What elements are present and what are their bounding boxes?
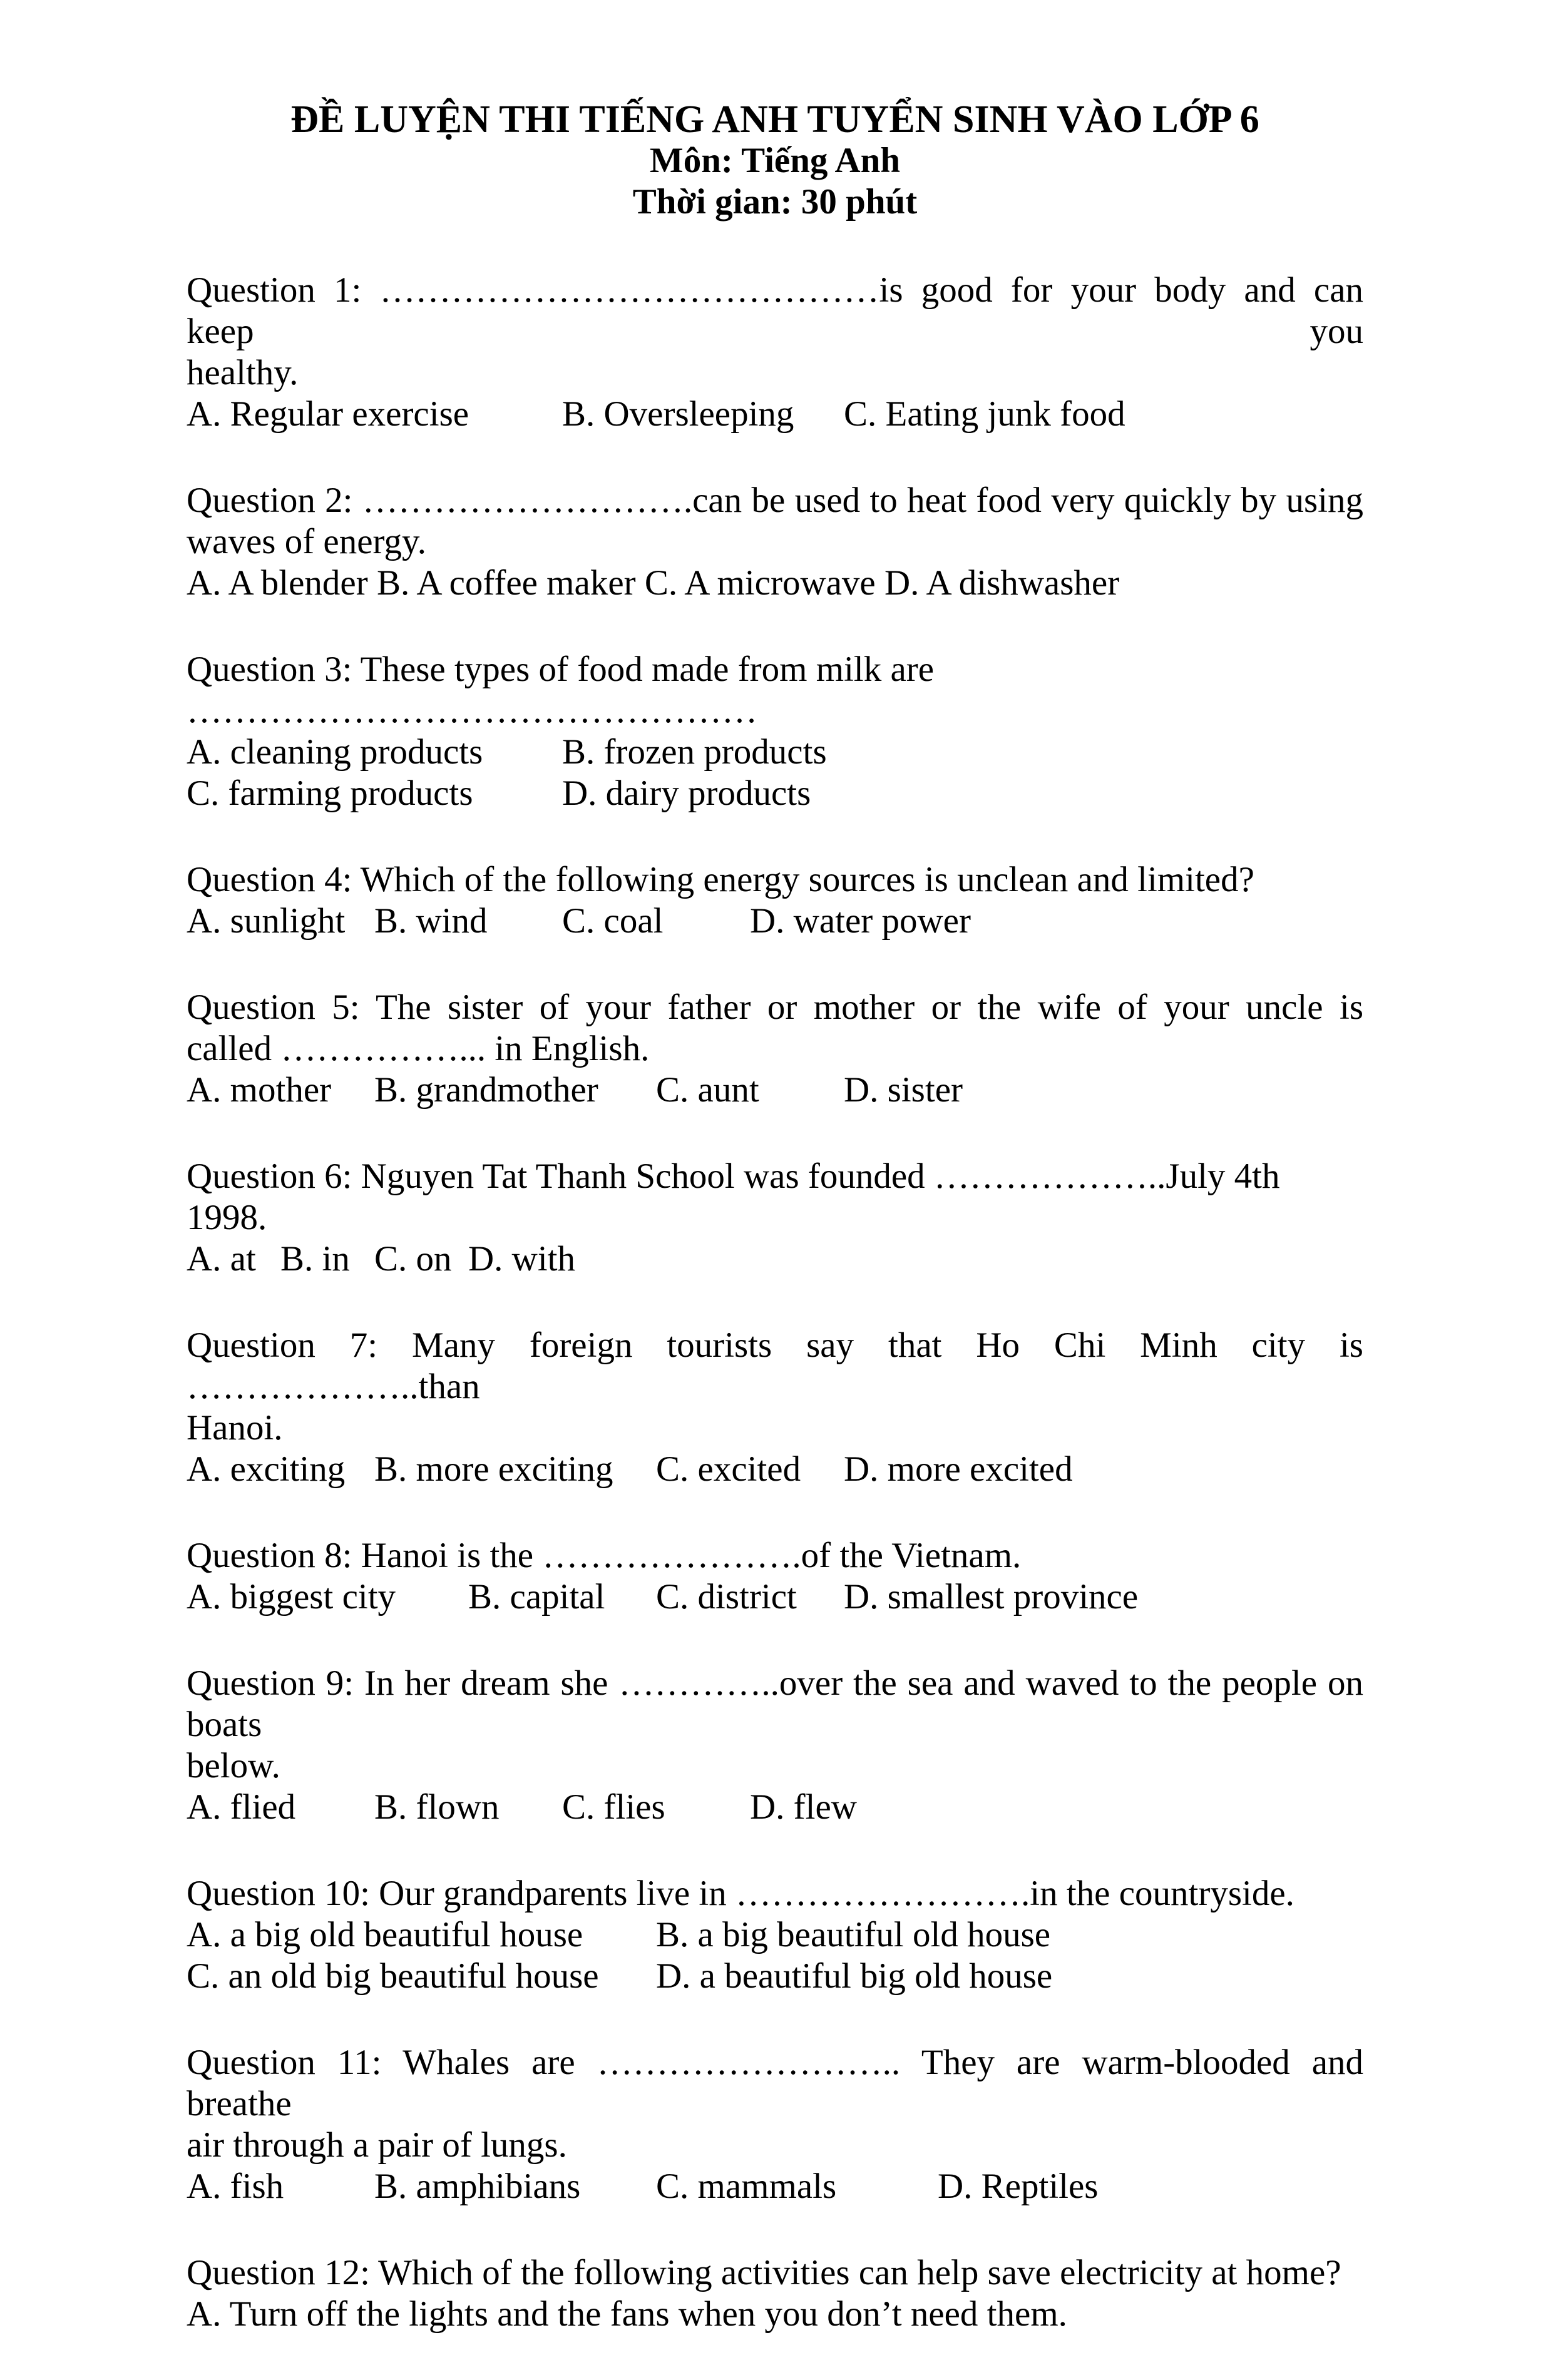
option-item: B. wind xyxy=(374,901,488,941)
question-stem-line: Question 9: In her dream she …………..over the sea and waved to the people on boats xyxy=(187,1663,1363,1744)
option-item: C. farming products xyxy=(187,774,473,813)
option-item: D. more excited xyxy=(844,1449,1073,1489)
option-item: B. more exciting xyxy=(374,1449,613,1489)
option-item: B. capital xyxy=(468,1577,605,1616)
question-stem-line: called ……………... in English. xyxy=(187,1029,650,1068)
option-row xyxy=(187,1914,1363,1956)
option-row xyxy=(187,1070,1363,1111)
option-row xyxy=(187,1449,1363,1490)
option-item: C. excited xyxy=(656,1449,801,1489)
option-item: A. cleaning products xyxy=(187,732,483,772)
question-stem-line: Question 7: Many foreign tourists say that Ho Chi Minh city is ………………..than xyxy=(187,1325,1363,1406)
question-7 xyxy=(187,1325,1363,1490)
option-item: C. Eating junk food xyxy=(844,394,1125,434)
question-3 xyxy=(187,649,1363,814)
option-item: B. Oversleeping xyxy=(562,394,794,434)
question-stem-line: waves of energy. xyxy=(187,522,427,561)
option-item: A. Regular exercise xyxy=(187,394,469,434)
question-stem-line: Question 2: ……………………….can be used to heat food very quickly by using xyxy=(187,481,1363,520)
question-stem-line: Question 11: Whales are …………………….. They are warm-blooded and breathe xyxy=(187,2043,1363,2123)
question-stem-line: Question 8: Hanoi is the ………………….of the Vietnam. xyxy=(187,1536,1022,1575)
exam-subject: Môn: Tiếng Anh xyxy=(649,141,901,180)
option-item: A. at xyxy=(187,1239,256,1279)
question-stem-line: Question 6: Nguyen Tat Thanh School was founded ………………..July 4th 1998. xyxy=(187,1157,1280,1237)
option-row xyxy=(187,2294,1363,2335)
question-stem-line: below. xyxy=(187,1746,280,1785)
option-item: A. exciting xyxy=(187,1449,346,1489)
option-item: D. Reptiles xyxy=(938,2167,1099,2206)
question-stem-line: Question 1: ……………………………………is good for your body and can keep you xyxy=(187,270,1363,351)
option-item: C. an old big beautiful house xyxy=(187,1956,599,1996)
option-item: A. sunlight xyxy=(187,901,346,941)
option-item: A. fish xyxy=(187,2167,284,2206)
option-row xyxy=(187,563,1363,604)
question-9 xyxy=(187,1663,1363,1828)
question-stem-line: Question 3: These types of food made from milk are ………………………………………… xyxy=(187,650,935,730)
question-stem-line: Question 4: Which of the following energy sources is unclean and limited? xyxy=(187,860,1254,899)
option-item: B. flown xyxy=(374,1787,500,1827)
option-item: C. mammals xyxy=(656,2167,837,2206)
option-row xyxy=(187,2166,1363,2207)
option-row xyxy=(187,1576,1363,1618)
option-item: D. flew xyxy=(750,1787,857,1827)
option-item: B. frozen products xyxy=(562,732,827,772)
option-item: C. district xyxy=(656,1577,797,1616)
option-row xyxy=(187,901,1363,942)
option-item: A. A blender B. A coffee maker C. A microwave D. A dishwasher xyxy=(187,563,1120,603)
option-item: C. flies xyxy=(562,1787,665,1827)
question-5 xyxy=(187,987,1363,1111)
exam-duration: Thời gian: 30 phút xyxy=(632,182,918,222)
option-item: D. dairy products xyxy=(562,774,811,813)
option-item: D. with xyxy=(468,1239,575,1279)
question-stem-line: Question 10: Our grandparents live in …………………….in the countryside. xyxy=(187,1874,1294,1913)
option-item: D. water power xyxy=(750,901,971,941)
question-4 xyxy=(187,859,1363,942)
option-item: C. aunt xyxy=(656,1070,759,1110)
option-item: C. on xyxy=(374,1239,452,1279)
option-row xyxy=(187,1787,1363,1828)
exam-title: ĐỀ LUYỆN THI TIẾNG ANH TUYỂN SINH VÀO LỚP 6 xyxy=(290,98,1259,141)
option-item: B. a big beautiful old house xyxy=(656,1915,1051,1954)
option-item: D. smallest province xyxy=(844,1577,1139,1616)
option-item: A. biggest city xyxy=(187,1577,396,1616)
question-11 xyxy=(187,2042,1363,2207)
option-item: A. flied xyxy=(187,1787,296,1827)
document-header xyxy=(187,99,1363,223)
question-6 xyxy=(187,1156,1363,1280)
question-stem-line: healthy. xyxy=(187,353,299,392)
document-content xyxy=(187,99,1363,2380)
option-item: A. mother xyxy=(187,1070,332,1110)
question-12 xyxy=(187,2252,1363,2335)
question-10 xyxy=(187,1873,1363,1997)
question-stem-line: Question 5: The sister of your father or mother or the wife of your uncle is xyxy=(187,988,1363,1027)
question-stem-line: Question 12: Which of the following activities can help save electricity at home? xyxy=(187,2253,1341,2292)
question-8 xyxy=(187,1535,1363,1618)
question-1 xyxy=(187,270,1363,435)
question-stem-line: air through a pair of lungs. xyxy=(187,2125,567,2165)
question-list xyxy=(187,270,1363,2335)
option-row xyxy=(187,1239,1363,1280)
option-item: A. Turn off the lights and the fans when you don’t need them. xyxy=(187,2294,1067,2334)
option-item: B. in xyxy=(280,1239,350,1279)
question-2 xyxy=(187,480,1363,604)
option-item: D. a beautiful big old house xyxy=(656,1956,1053,1996)
option-item: B. amphibians xyxy=(374,2167,581,2206)
option-item: B. grandmother xyxy=(374,1070,598,1110)
option-row xyxy=(187,732,1363,773)
question-stem-line: Hanoi. xyxy=(187,1408,283,1448)
option-item: D. sister xyxy=(844,1070,963,1110)
option-row xyxy=(187,394,1363,435)
option-row xyxy=(187,1956,1363,1997)
option-item: C. coal xyxy=(562,901,664,941)
option-item: A. a big old beautiful house xyxy=(187,1915,583,1954)
option-row xyxy=(187,773,1363,814)
